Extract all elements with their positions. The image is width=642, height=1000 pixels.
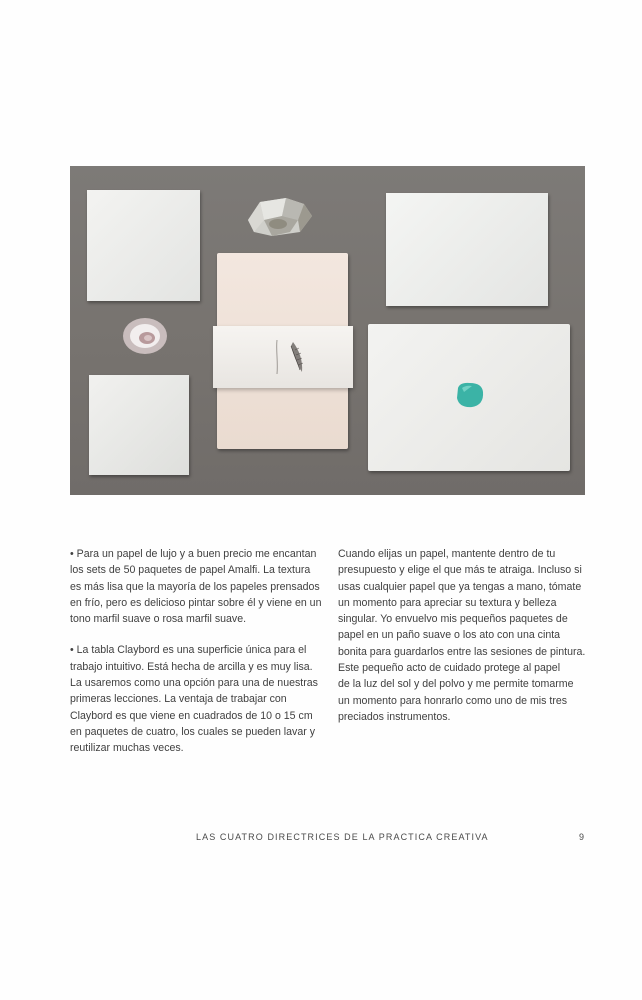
right-text-column bbox=[338, 546, 590, 740]
pink-shell-stone-icon bbox=[121, 316, 169, 356]
running-footer-title: LAS CUATRO DIRECTRICES DE LA PRACTICA CREATIVA bbox=[196, 832, 489, 842]
feather-sketch-icon bbox=[269, 336, 309, 378]
bullet-paragraph-amalfi: • Para un papel de lujo y a buen precio me encantan los sets de 50 paquetes de papel Amalfi. La textura es más lisa que la mayoría de los papeles prensados en frío, pero es delicioso pintar sobre él y viene en un tono marfil suave o rosa marfil suave. bbox=[70, 548, 322, 626]
left-text-column bbox=[70, 546, 322, 772]
page-number: 9 bbox=[579, 832, 585, 842]
photo-paper-flatlay bbox=[70, 166, 585, 495]
white-paper-rectangle-top-right bbox=[386, 193, 548, 306]
body-paragraph-choosing-paper: Cuando elijas un papel, mantente dentro de tu presupuesto y elige el que más te atraiga. Incluso si usas cualquier papel que ya tengas a mano, tómate un momento para apreciar su textura y belleza singular. Yo envuelvo mis pequeños paquetes de papel en un paño suave o los ato con una cinta bonita para guardarlos entre las sesiones de pintura. Este pequeño acto de cuidado protege al papel de la luz del sol y del polvo y me permite tomarme un momento para honrarlo como uno de mis tres preciados instrumentos. bbox=[338, 548, 586, 723]
quartz-crystal-icon bbox=[246, 190, 314, 242]
white-paper-square-bottom-left bbox=[89, 375, 189, 475]
turquoise-stone-icon bbox=[454, 380, 486, 410]
paper-pack-band bbox=[213, 326, 353, 388]
white-paper-square-top-left bbox=[87, 190, 200, 301]
bullet-paragraph-claybord: • La tabla Claybord es una superficie única para el trabajo intuitivo. Está hecha de arcilla y es muy lisa. La usaremos como una opción para una de nuestras primeras lecciones. La ventaja de trabajar con Claybord es que viene en cuadrados de 10 o 15 cm en paquetes de cuatro, los cuales se pueden lavar y reutilizar muchas veces. bbox=[70, 644, 318, 755]
